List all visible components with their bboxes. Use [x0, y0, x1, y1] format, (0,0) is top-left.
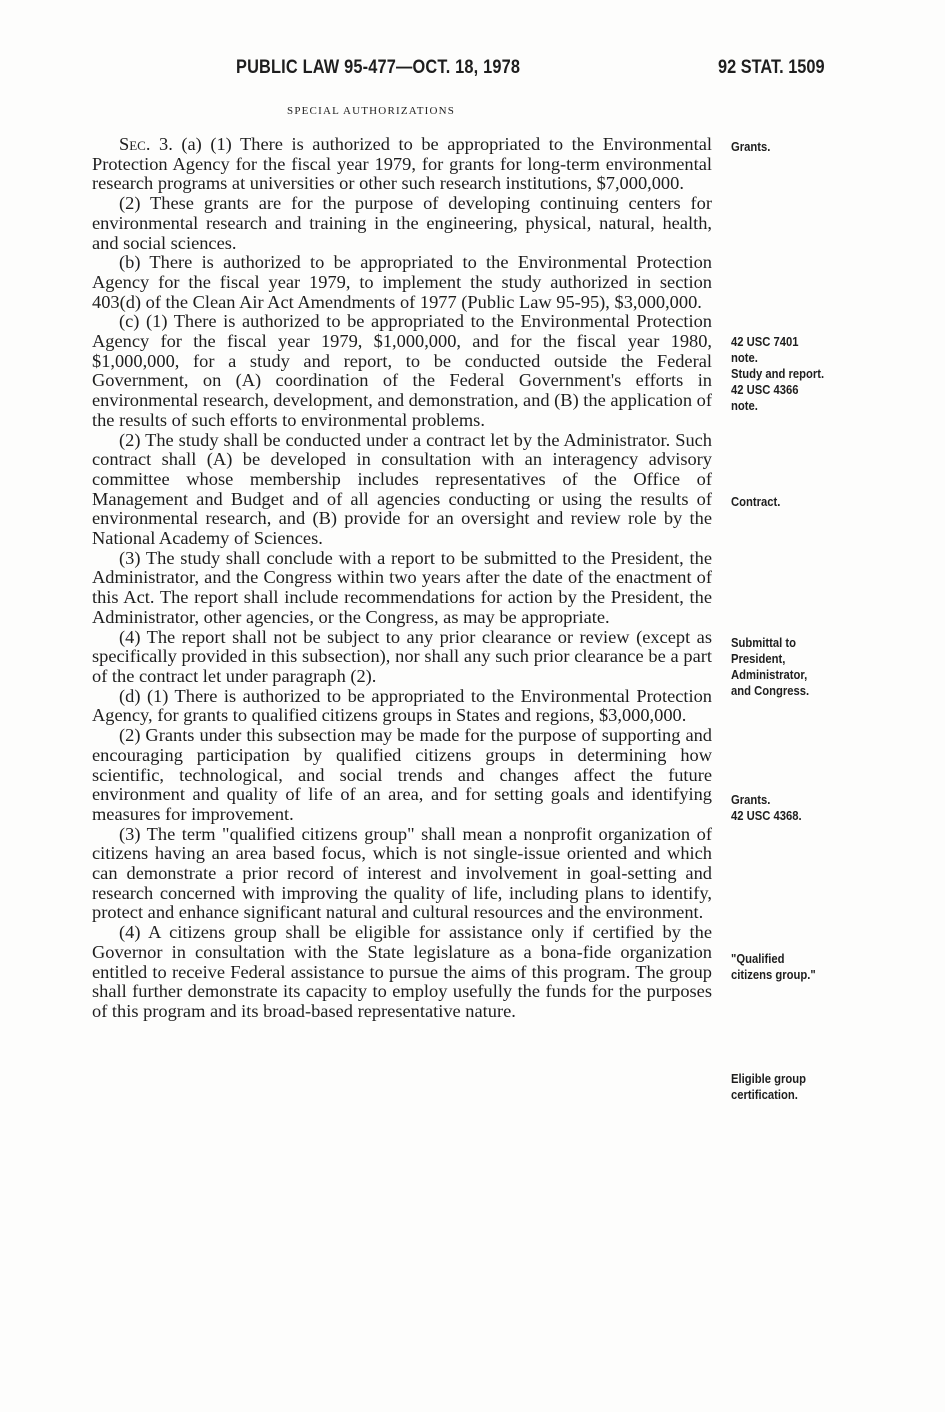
margin-note-usc-7401-study: 42 USC 7401 note. Study and report. 42 USC 4366 note.: [731, 335, 825, 413]
margin-note-qualified-citizens-group: "Qualified citizens group.": [731, 952, 816, 982]
body-text: [92, 135, 712, 1022]
paragraph-c-1: (c) (1) There is authorized to be appropriated to the Environmental Protection Agency for the fiscal year 1979, $1,000,000, and for the fiscal year 1980, $1,000,000, for a study and report, to be conducted outside the Federal Government, on (A) coordination of the Federal Government's efforts in environmental research, development, and demonstration, and (B) the application of the results of such efforts to environmental problems.: [92, 311, 712, 430]
paragraph-d-1: (d) (1) There is authorized to be appropriated to the Environmental Protection Agency, for grants to qualified citizens groups in States and regions, $3,000,000.: [92, 685, 712, 726]
section-heading: SPECIAL AUTHORIZATIONS: [287, 105, 456, 117]
paragraph-c-2: (2) The study shall be conducted under a contract let by the Administrator. Such contract shall (A) be developed in consultation with an interagency advisory committee whose membership includes representatives of the Office of Management and Budget and of all agencies conducting or using the results of environmental research, and (B) provide for an oversight and review role by the National Academy of Sciences.: [92, 429, 712, 549]
paragraph-c-3: (3) The study shall conclude with a report to be submitted to the President, the Administrator, and the Congress within two years after the date of the enactment of this Act. The report shall include recommendations for action by the President, the Administrator, other agencies, or the Congress, as may be appropriate.: [92, 547, 712, 627]
margin-note-contract: Contract.: [731, 495, 781, 509]
public-law-title: PUBLIC LAW 95-477—OCT. 18, 1978: [236, 57, 521, 78]
paragraph-d-3: (3) The term "qualified citizens group" shall mean a nonprofit organization of citizens having an area based focus, which is not single-issue oriented and which can demonstrate a prior record of interest and involvement in goal-setting and research concerned with improving the quality of life, including plans to identify, protect and enhance significant natural and cultural resources and the environment.: [92, 823, 712, 923]
margin-note-grants: Grants.: [731, 140, 771, 154]
statute-page-number: 92 STAT. 1509: [718, 57, 825, 78]
paragraph-d-4: (4) A citizens group shall be eligible for assistance only if certified by the Governor in consultation with the State legislature as a bona-fide organization entitled to receive Federal assistance to pursue the aims of this program. The group shall further demonstrate its capacity to employ usefully the funds for the purposes of this program and its broad-based representative nature.: [92, 922, 712, 1021]
margin-note-grants-4368: Grants. 42 USC 4368.: [731, 793, 802, 823]
paragraph-b: (b) There is authorized to be appropriated to the Environmental Protection Agency for the fiscal year 1979, to implement the study authorized in section 403(d) of the Clean Air Act Amendments of 1977 (Public Law 95-95), $3,000,000.: [92, 252, 712, 312]
paragraph-sec-3-a-1: Sec. 3. (a) (1) There is authorized to be appropriated to the Environmental Protection Agency for the fiscal year 1979, for grants for long-term environmental research programs at universities or other such research institutions, $7,000,000.: [92, 134, 712, 194]
paragraph-d-2: (2) Grants under this subsection may be made for the purpose of supporting and encouraging participation by qualified citizens groups in determining how scientific, technological, and social trends and changes affect the future environment and quality of life of an area, and for setting goals and identifying measures for improvement.: [92, 725, 712, 824]
section-label: Sec.: [119, 134, 151, 154]
margin-note-submittal: Submittal to President, Administrator, and Congress.: [731, 636, 810, 698]
paragraph-a-2: (2) These grants are for the purpose of developing continuing centers for environmental research and training in the engineering, physical, natural, health, and social sciences.: [92, 193, 712, 253]
paragraph-c-4: (4) The report shall not be subject to any prior clearance or review (except as specifically provided in this subsection), nor shall any such prior clearance be a part of the contract let under paragraph (2).: [92, 626, 712, 686]
margin-note-eligible-group: Eligible group certification.: [731, 1072, 807, 1102]
